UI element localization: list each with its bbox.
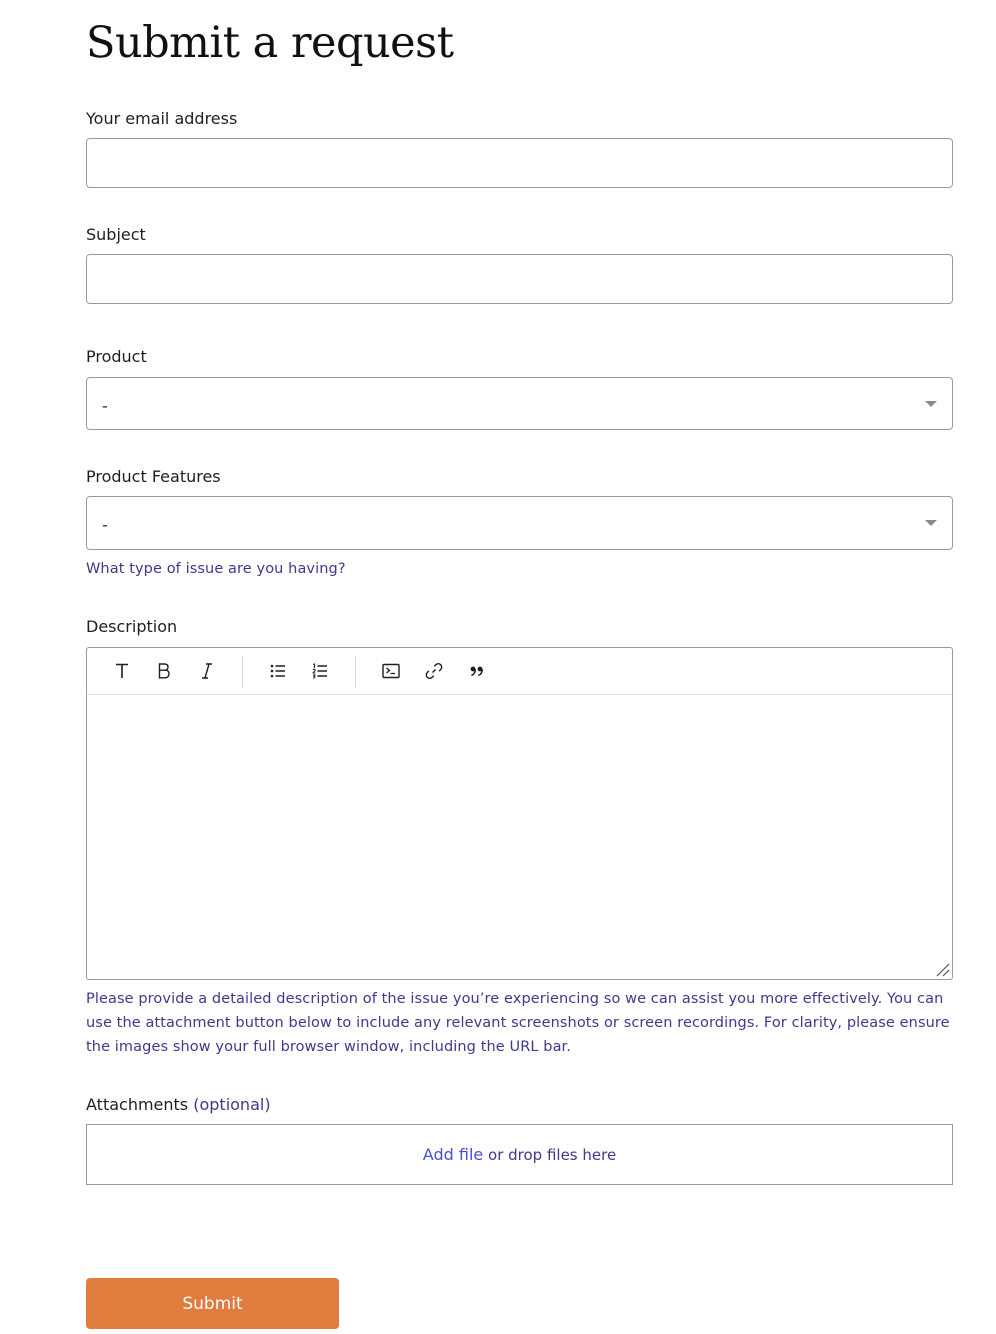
chevron-down-icon — [925, 401, 937, 407]
link-button[interactable] — [420, 657, 448, 685]
numbered-list-icon — [312, 663, 328, 679]
italic-icon — [200, 662, 214, 680]
description-textarea[interactable] — [87, 695, 952, 979]
attachments-label: Attachments — [86, 1095, 189, 1114]
numbered-list-button[interactable] — [306, 657, 334, 685]
drop-files-text: or drop files here — [488, 1146, 617, 1164]
editor-toolbar — [87, 648, 952, 695]
link-icon — [425, 662, 443, 680]
chevron-down-icon — [925, 520, 937, 526]
product-features-select[interactable] — [86, 496, 953, 550]
optional-tag: (optional) — [193, 1095, 271, 1114]
toolbar-divider — [242, 656, 243, 688]
resize-handle-icon[interactable] — [934, 961, 950, 977]
toolbar-divider — [355, 656, 356, 688]
description-hint: Please provide a detailed description of the issue you’re experiencing so we can assist you more effectively. You can use the attachment button below to include any relevant screenshots or screen recordings. For clarity, please ensure the images show your full browser window, including the URL bar. — [86, 991, 950, 1055]
product-label: Product — [86, 347, 147, 366]
subject-label: Subject — [86, 225, 146, 244]
description-editor — [86, 647, 953, 980]
bold-icon — [157, 662, 171, 680]
add-file-link[interactable]: Add file — [422, 1145, 484, 1164]
description-label: Description — [86, 617, 178, 636]
bulleted-list-button[interactable] — [264, 657, 292, 685]
code-block-button[interactable] — [377, 657, 405, 685]
product-select[interactable] — [86, 377, 953, 430]
product-features-label: Product Features — [86, 467, 221, 486]
product-features-select-value: - — [102, 515, 108, 535]
email-label: Your email address — [86, 109, 238, 128]
bulleted-list-icon — [270, 663, 286, 679]
email-input[interactable] — [86, 138, 953, 188]
code-block-icon — [382, 663, 400, 679]
bold-button[interactable] — [150, 657, 178, 685]
subject-input[interactable] — [86, 254, 953, 304]
attachments-label-group — [86, 1095, 271, 1114]
product-select-value: - — [102, 395, 108, 415]
page-title: Submit a request — [86, 18, 454, 68]
italic-button[interactable] — [193, 657, 221, 685]
submit-button[interactable]: Submit — [86, 1278, 339, 1329]
quote-button[interactable] — [463, 657, 491, 685]
text-format-icon — [114, 662, 130, 680]
attachment-dropzone[interactable] — [86, 1124, 953, 1185]
text-format-button[interactable] — [108, 657, 136, 685]
product-features-hint: What type of issue are you having? — [86, 561, 346, 577]
quote-icon — [469, 664, 485, 678]
